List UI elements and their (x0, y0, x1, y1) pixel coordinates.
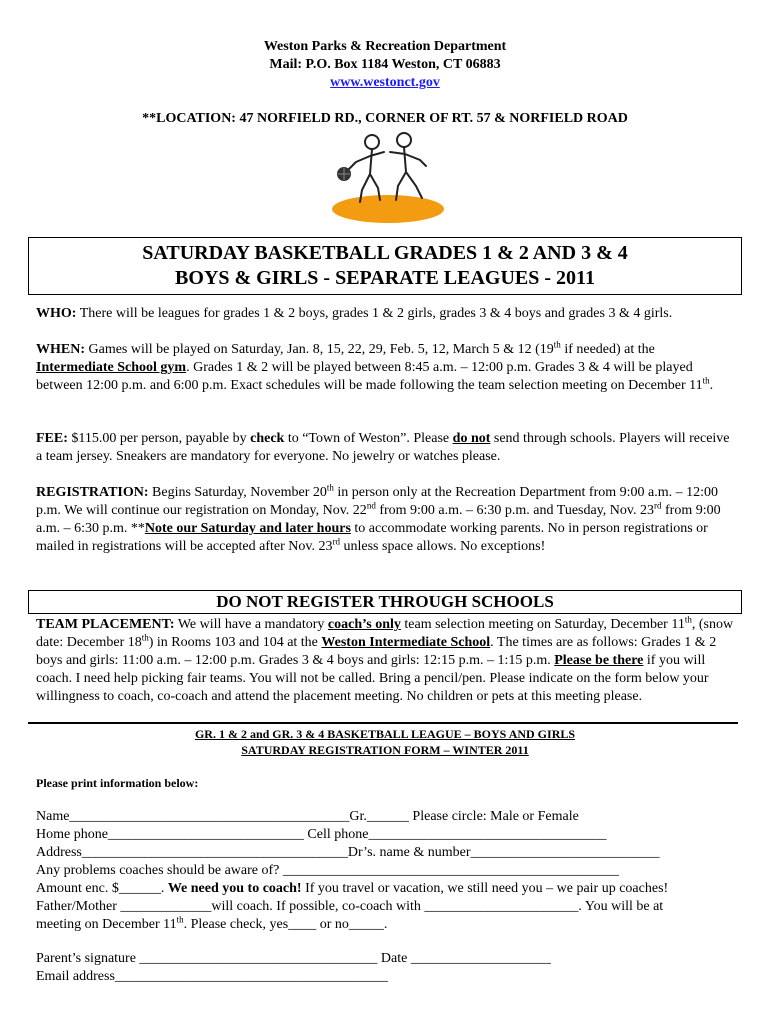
form-title-1: GR. 1 & 2 and GR. 3 & 4 BASKETBALL LEAGUE – BOYS AND GIRLS (194, 727, 576, 741)
name-field[interactable]: Name________________________________________Gr.______ Please circle: Male or Female (36, 809, 579, 824)
meeting-sup: th (176, 914, 184, 925)
meeting-check-field[interactable] (36, 916, 746, 934)
who-text: There will be leagues for grades 1 & 2 boys, grades 1 & 2 girls, grades 3 & 4 boys and grades 3 & 4 girls. (76, 306, 673, 321)
registration-sup-1: th (326, 482, 334, 493)
form-title-2: SATURDAY REGISTRATION FORM – WINTER 2011 (241, 743, 529, 757)
signature-field[interactable]: Parent’s signature __________________________________ Date ____________________ (36, 951, 551, 966)
when-sup-1: th (553, 339, 561, 350)
team-text-4: ) in Rooms 103 and 104 at the (148, 635, 322, 650)
when-text-1: Games will be played on Saturday, Jan. 8, 15, 22, 29, Feb. 5, 12, March 5 & 12 (19 (85, 342, 554, 357)
team-text-3: , (snow date: December 18 (36, 617, 734, 650)
team-text-1: We will have a mandatory (174, 617, 328, 632)
fee-check: check (250, 431, 285, 446)
team-text-5: . The times are as follows: Grades 1 & 2 boys and girls: 11:00 a.m. – 12:00 p.m. Grades 3 & 4 boys and girls: 12:15 p.m. – 1:15 p.m. (36, 635, 717, 668)
team-placement-section (36, 616, 736, 706)
when-gym: Intermediate School gym (36, 360, 187, 375)
form-divider (28, 722, 738, 724)
amount-field[interactable] (36, 880, 746, 898)
title-line-2: BOYS & GIRLS - SEPARATE LEAGUES - 2011 (175, 267, 595, 289)
basketball-players-graphic (326, 130, 448, 225)
address-field[interactable]: Address______________________________________Dr’s. name & number___________________________ (36, 845, 660, 860)
registration-sup-2: nd (366, 500, 376, 511)
registration-note: Note our Saturday and later hours (144, 521, 351, 536)
team-label: TEAM PLACEMENT: (36, 617, 175, 632)
when-section (36, 341, 736, 395)
team-coach: coach’s only (327, 617, 401, 632)
who-label: WHO: (36, 306, 77, 321)
meeting-text-1: meeting on December 11 (36, 917, 177, 932)
mail-address: Mail: P.O. Box 1184 Weston, CT 06883 (269, 57, 501, 72)
registration-text-3: from 9:00 a.m. – 6:30 p.m. and Tuesday, Nov. 23 (375, 503, 654, 518)
form-instructions: Please print information below: (36, 776, 199, 790)
website-link-text[interactable]: www.westonct.gov (330, 75, 440, 90)
registration-label: REGISTRATION: (36, 485, 149, 500)
team-text-6: if you will coach. I need help picking fair teams. You will not be called. Bring a pencil/pen. Please indicate on the form below your willingness to coach, co-coach and attend the placement meeting. No children or pets at this meeting please. (36, 653, 709, 704)
amount-text-2: If you travel or vacation, we still need you – we pair up coaches! (301, 881, 669, 896)
team-text-2: team selection meeting on Saturday, December 11 (400, 617, 685, 632)
when-text-3: . Grades 1 & 2 will be played between 8:45 a.m. – 12:00 p.m. Grades 3 & 4 will be played between 12:00 p.m. and 6:00 p.m. Exact schedules will be made following the team selection meeting on December 11 (36, 360, 703, 393)
fee-text-3: send through schools. Players will receive a team jersey. Sneakers are mandatory for everyone. No jewelry or watches please. (36, 431, 730, 464)
dept-name: Weston Parks & Recreation Department (263, 39, 507, 54)
fee-donot: do not (452, 431, 491, 446)
title-box (28, 237, 742, 295)
registration-text-4: from 9:00 a.m. – 6:30 p.m. ** (36, 503, 721, 536)
fee-text-2: to “Town of Weston”. Please (284, 431, 453, 446)
registration-text-5: to accommodate working parents. No in person registrations or mailed in registrations will be accepted after Nov. 23 (36, 521, 708, 554)
when-sup-2: th (702, 375, 710, 386)
when-label: WHEN: (36, 342, 85, 357)
registration-sup-3: rd (654, 500, 662, 511)
registration-text-6: unless space allows. No exceptions! (340, 539, 546, 554)
fee-text-1: $115.00 per person, payable by (67, 431, 251, 446)
registration-text-2: in person only at the Recreation Department from 9:00 a.m. – 12:00 p.m. We will continue our registration on Monday, Nov. 22 (36, 485, 719, 518)
website-link[interactable] (0, 74, 770, 91)
when-text-2: if needed) at the (560, 342, 655, 357)
father-mother-field[interactable]: Father/Mother _____________will coach. If possible, co-coach with ______________________. You will be at (36, 899, 664, 914)
registration-text-1: Begins Saturday, November 20 (148, 485, 327, 500)
registration-sup-4: rd (332, 536, 340, 547)
title-line-1: SATURDAY BASKETBALL GRADES 1 & 2 AND 3 & 4 (142, 242, 628, 264)
registration-section (36, 484, 736, 556)
fee-label: FEE: (36, 431, 68, 446)
team-sup-1: th (684, 614, 692, 625)
meeting-text-2: . Please check, yes____ or no_____. (183, 917, 388, 932)
team-there: Please be there (554, 653, 644, 668)
email-field[interactable]: Email address_______________________________________ (36, 969, 388, 984)
fee-section (36, 430, 736, 466)
team-sup-2: th (141, 632, 149, 643)
amount-text: Amount enc. $______. (36, 881, 168, 896)
team-school: Weston Intermediate School (321, 635, 491, 650)
phone-field[interactable]: Home phone____________________________ Cell phone__________________________________ (36, 827, 607, 842)
problems-field[interactable]: Any problems coaches should be aware of? ________________________________________________ (36, 863, 619, 878)
do-not-register-banner: DO NOT REGISTER THROUGH SCHOOLS (28, 590, 742, 614)
location-line: **LOCATION: 47 NORFIELD RD., CORNER OF RT. 57 & NORFIELD ROAD (142, 111, 628, 126)
coach-appeal: We need you to coach! (167, 881, 302, 896)
who-section (36, 305, 736, 323)
when-text-4: . (709, 378, 714, 393)
